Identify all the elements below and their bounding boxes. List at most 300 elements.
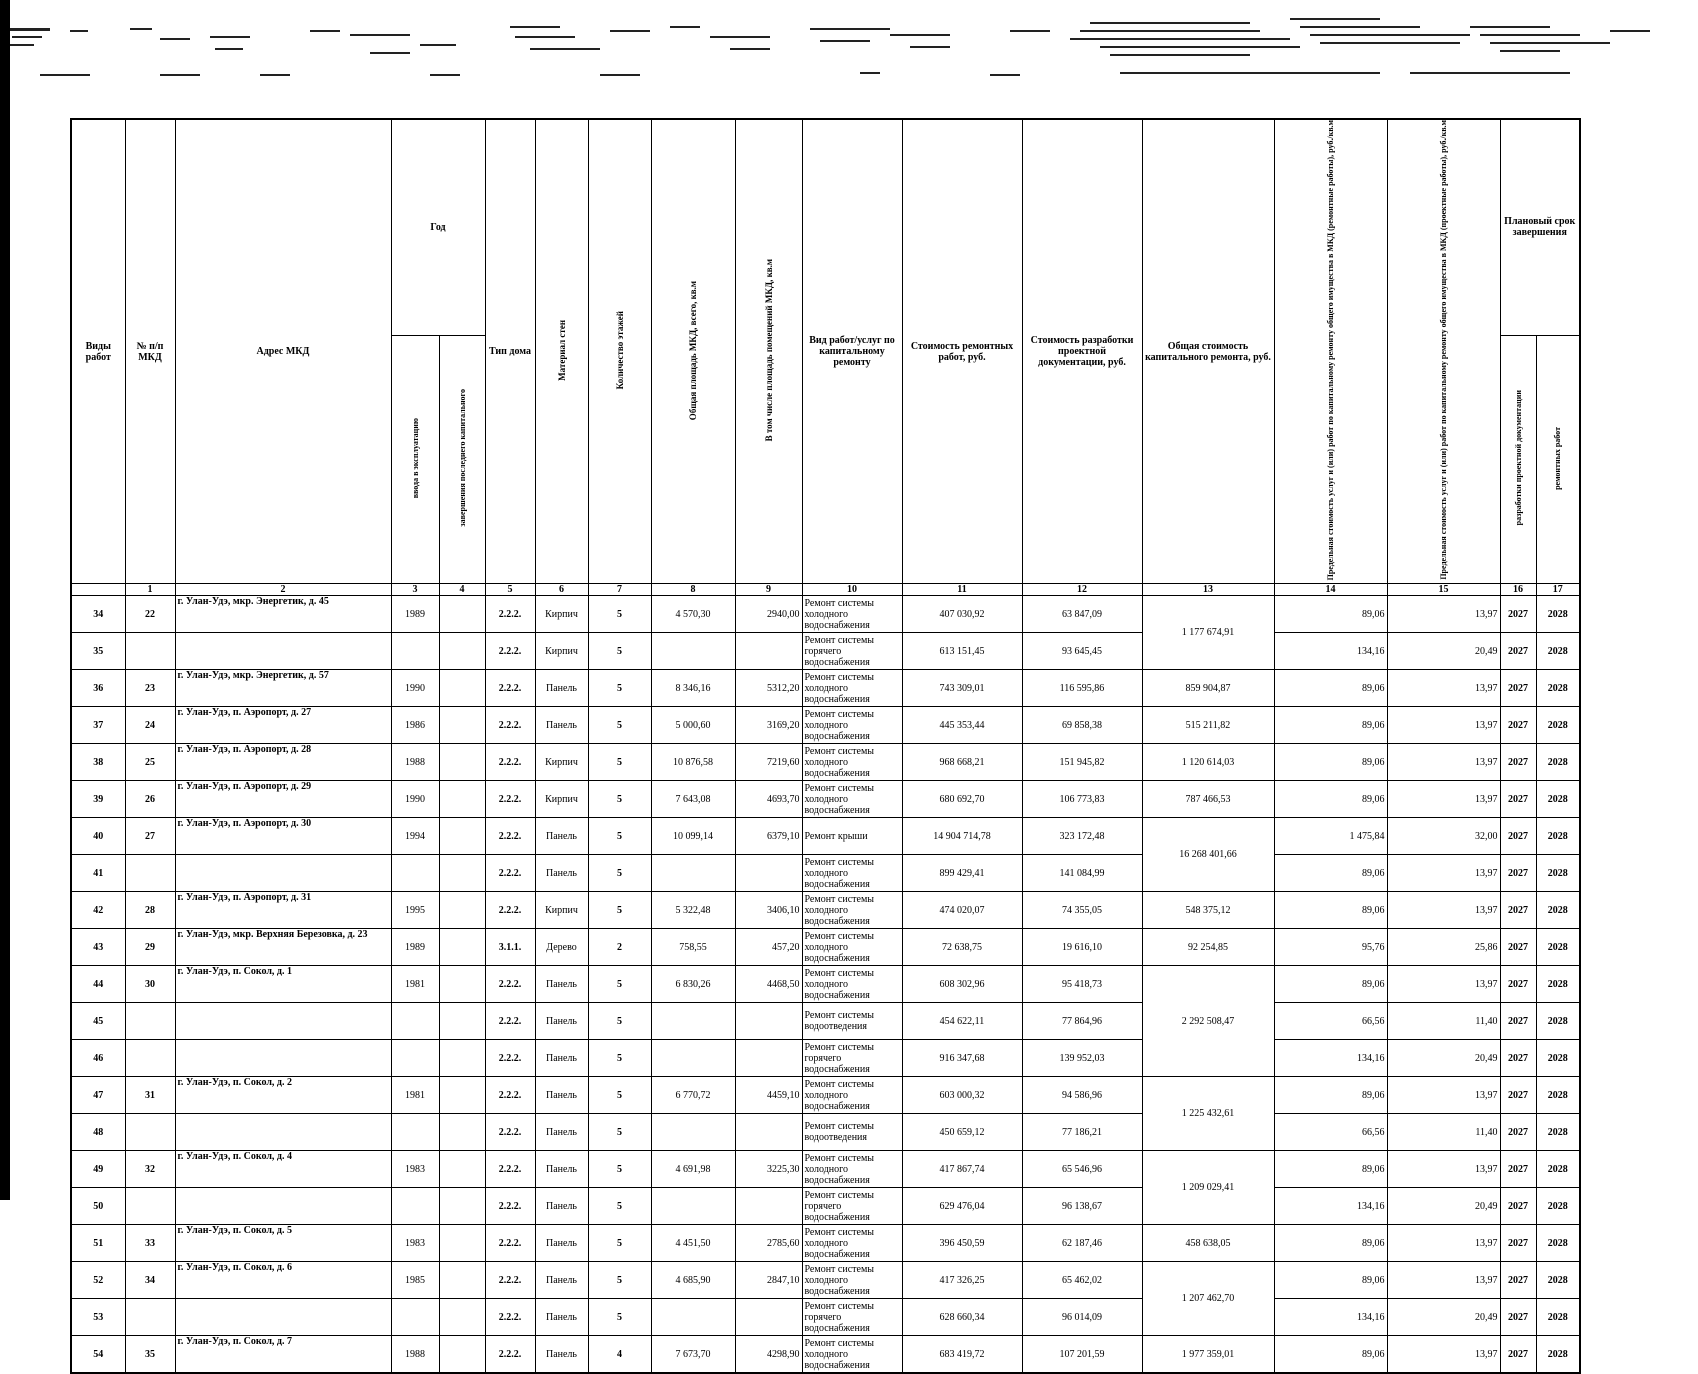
row-year-last-repair [439, 1040, 485, 1077]
row-total-area [651, 1299, 735, 1336]
row-year-commission: 1990 [391, 781, 439, 818]
row-repair-cost: 417 326,25 [902, 1262, 1022, 1299]
row-total-cost: 1 225 432,61 [1142, 1077, 1274, 1151]
row-work-number: 47 [71, 1077, 125, 1114]
row-house-number: 26 [125, 781, 175, 818]
col-num-16: 16 [1500, 584, 1536, 596]
table-row [71, 929, 1580, 966]
row-house-type: 2.2.2. [485, 670, 535, 707]
col-num-13: 13 [1142, 584, 1274, 596]
row-premises-area: 7219,60 [735, 744, 802, 781]
row-planned-design: 2027 [1500, 1114, 1536, 1151]
row-premises-area: 457,20 [735, 929, 802, 966]
row-wall-material: Панель [535, 1188, 588, 1225]
col-num-15: 15 [1387, 584, 1500, 596]
row-planned-repair: 2028 [1536, 1188, 1580, 1225]
row-planned-design: 2027 [1500, 1299, 1536, 1336]
row-total-area: 10 099,14 [651, 818, 735, 855]
header-wall: Материал стен [535, 119, 588, 584]
row-work-type: Ремонт системы горячего водоснабжения [802, 633, 902, 670]
row-work-number: 52 [71, 1262, 125, 1299]
row-address: г. Улан-Удэ, п. Сокол, д. 7 [175, 1336, 391, 1373]
row-work-number: 36 [71, 670, 125, 707]
row-limit-design: 11,40 [1387, 1114, 1500, 1151]
row-floors: 2 [588, 929, 651, 966]
row-planned-design: 2027 [1500, 707, 1536, 744]
row-year-commission: 1994 [391, 818, 439, 855]
row-address: г. Улан-Удэ, п. Аэропорт, д. 30 [175, 818, 391, 855]
row-year-commission: 1990 [391, 670, 439, 707]
row-house-type: 2.2.2. [485, 1188, 535, 1225]
table-row [71, 633, 1580, 670]
row-premises-area [735, 633, 802, 670]
row-floors: 5 [588, 633, 651, 670]
row-year-last-repair [439, 966, 485, 1003]
row-design-cost: 93 645,45 [1022, 633, 1142, 670]
row-planned-design: 2027 [1500, 1336, 1536, 1373]
row-year-commission: 1981 [391, 1077, 439, 1114]
row-address: г. Улан-Удэ, п. Сокол, д. 4 [175, 1151, 391, 1188]
col-num-11: 11 [902, 584, 1022, 596]
row-address: г. Улан-Удэ, п. Аэропорт, д. 31 [175, 892, 391, 929]
table-row [71, 744, 1580, 781]
row-house-number: 31 [125, 1077, 175, 1114]
row-planned-design: 2027 [1500, 1003, 1536, 1040]
header-limit-repair: Предельная стоимость услуг и (или) работ по капитальному ремонту общего имущества в МКД (ремонтные работы), руб./кв.м [1274, 119, 1387, 584]
row-planned-repair: 2028 [1536, 670, 1580, 707]
row-work-type: Ремонт системы холодного водоснабжения [802, 1151, 902, 1188]
row-limit-design: 13,97 [1387, 781, 1500, 818]
row-year-commission [391, 1114, 439, 1151]
row-total-area: 8 346,16 [651, 670, 735, 707]
row-repair-cost: 474 020,07 [902, 892, 1022, 929]
row-work-number: 45 [71, 1003, 125, 1040]
row-work-type: Ремонт крыши [802, 818, 902, 855]
row-design-cost: 106 773,83 [1022, 781, 1142, 818]
row-total-cost: 2 292 508,47 [1142, 966, 1274, 1077]
row-premises-area: 4693,70 [735, 781, 802, 818]
row-premises-area: 3169,20 [735, 707, 802, 744]
row-year-commission: 1983 [391, 1225, 439, 1262]
col-num-10: 10 [802, 584, 902, 596]
row-repair-cost: 608 302,96 [902, 966, 1022, 1003]
row-floors: 4 [588, 1336, 651, 1373]
row-total-area: 5 000,60 [651, 707, 735, 744]
row-limit-repair: 89,06 [1274, 781, 1387, 818]
row-planned-repair: 2028 [1536, 596, 1580, 633]
row-total-area [651, 1040, 735, 1077]
row-year-last-repair [439, 818, 485, 855]
row-floors: 5 [588, 818, 651, 855]
row-limit-repair: 89,06 [1274, 966, 1387, 1003]
row-house-number: 35 [125, 1336, 175, 1373]
row-planned-repair: 2028 [1536, 781, 1580, 818]
row-premises-area [735, 1188, 802, 1225]
row-wall-material: Кирпич [535, 892, 588, 929]
row-house-number: 34 [125, 1262, 175, 1299]
row-address: г. Улан-Удэ, мкр. Энергетик, д. 45 [175, 596, 391, 633]
row-work-number: 37 [71, 707, 125, 744]
row-premises-area: 4298,90 [735, 1336, 802, 1373]
row-planned-design: 2027 [1500, 781, 1536, 818]
row-year-last-repair [439, 744, 485, 781]
row-house-type: 2.2.2. [485, 1299, 535, 1336]
table-row [71, 818, 1580, 855]
row-house-number [125, 633, 175, 670]
col-num-2: 2 [175, 584, 391, 596]
row-total-cost: 1 977 359,01 [1142, 1336, 1274, 1373]
row-planned-design: 2027 [1500, 818, 1536, 855]
row-planned-design: 2027 [1500, 1262, 1536, 1299]
row-planned-repair: 2028 [1536, 1077, 1580, 1114]
row-work-number: 51 [71, 1225, 125, 1262]
row-design-cost: 62 187,46 [1022, 1225, 1142, 1262]
row-floors: 5 [588, 781, 651, 818]
row-wall-material: Панель [535, 1114, 588, 1151]
header-year: Год [391, 119, 485, 335]
row-house-type: 2.2.2. [485, 1040, 535, 1077]
row-limit-repair: 134,16 [1274, 1040, 1387, 1077]
table-row [71, 1003, 1580, 1040]
row-house-type: 2.2.2. [485, 1077, 535, 1114]
table-row [71, 1188, 1580, 1225]
row-premises-area: 3406,10 [735, 892, 802, 929]
table-row [71, 707, 1580, 744]
row-premises-area: 6379,10 [735, 818, 802, 855]
row-house-type: 2.2.2. [485, 744, 535, 781]
row-address: г. Улан-Удэ, п. Сокол, д. 1 [175, 966, 391, 1003]
row-wall-material: Панель [535, 1151, 588, 1188]
row-limit-design: 25,86 [1387, 929, 1500, 966]
row-work-number: 38 [71, 744, 125, 781]
row-repair-cost: 454 622,11 [902, 1003, 1022, 1040]
row-limit-design: 20,49 [1387, 633, 1500, 670]
row-planned-design: 2027 [1500, 1151, 1536, 1188]
row-floors: 5 [588, 1077, 651, 1114]
row-work-number: 42 [71, 892, 125, 929]
row-total-cost: 458 638,05 [1142, 1225, 1274, 1262]
row-house-number: 24 [125, 707, 175, 744]
row-limit-design: 20,49 [1387, 1040, 1500, 1077]
row-work-type: Ремонт системы холодного водоснабжения [802, 1225, 902, 1262]
row-repair-cost: 916 347,68 [902, 1040, 1022, 1077]
header-house-type: Тип дома [485, 119, 535, 584]
row-work-number: 44 [71, 966, 125, 1003]
header-year-commission: ввода в эксплуатацию [391, 335, 439, 584]
row-design-cost: 94 586,96 [1022, 1077, 1142, 1114]
row-planned-repair: 2028 [1536, 1262, 1580, 1299]
row-total-cost: 1 177 674,91 [1142, 596, 1274, 670]
row-limit-design: 13,97 [1387, 1077, 1500, 1114]
row-limit-repair: 89,06 [1274, 1225, 1387, 1262]
row-planned-repair: 2028 [1536, 1336, 1580, 1373]
row-wall-material: Кирпич [535, 633, 588, 670]
row-year-commission [391, 1003, 439, 1040]
row-floors: 5 [588, 670, 651, 707]
row-house-number [125, 1188, 175, 1225]
row-year-commission: 1988 [391, 1336, 439, 1373]
row-repair-cost: 72 638,75 [902, 929, 1022, 966]
row-house-type: 2.2.2. [485, 818, 535, 855]
row-year-last-repair [439, 1336, 485, 1373]
row-design-cost: 77 864,96 [1022, 1003, 1142, 1040]
row-wall-material: Панель [535, 966, 588, 1003]
row-house-type: 2.2.2. [485, 1114, 535, 1151]
row-year-last-repair [439, 1262, 485, 1299]
row-work-number: 49 [71, 1151, 125, 1188]
row-work-number: 41 [71, 855, 125, 892]
row-year-commission: 1995 [391, 892, 439, 929]
row-house-number: 29 [125, 929, 175, 966]
row-design-cost: 65 462,02 [1022, 1262, 1142, 1299]
row-house-type: 2.2.2. [485, 781, 535, 818]
table-body [71, 596, 1580, 1373]
table-row [71, 892, 1580, 929]
row-wall-material: Панель [535, 1003, 588, 1040]
header-work-type: Вид работ/услуг по капитальному ремонту [802, 119, 902, 584]
col-num-4: 4 [439, 584, 485, 596]
row-design-cost: 95 418,73 [1022, 966, 1142, 1003]
row-house-type: 2.2.2. [485, 1225, 535, 1262]
row-planned-design: 2027 [1500, 1225, 1536, 1262]
header-address: Адрес МКД [175, 119, 391, 584]
row-premises-area [735, 1003, 802, 1040]
illegible-heading-noise [10, 0, 1698, 95]
row-limit-design: 13,97 [1387, 707, 1500, 744]
row-year-last-repair [439, 633, 485, 670]
row-planned-design: 2027 [1500, 744, 1536, 781]
row-repair-cost: 629 476,04 [902, 1188, 1022, 1225]
row-work-type: Ремонт системы водоотведения [802, 1114, 902, 1151]
row-house-number: 23 [125, 670, 175, 707]
row-work-type: Ремонт системы холодного водоснабжения [802, 670, 902, 707]
row-total-cost: 515 211,82 [1142, 707, 1274, 744]
row-year-commission [391, 1188, 439, 1225]
table-row [71, 1262, 1580, 1299]
col-num-5: 5 [485, 584, 535, 596]
row-limit-design: 32,00 [1387, 818, 1500, 855]
header-premises-area: В том числе площадь помещений МКД, кв.м [735, 119, 802, 584]
row-planned-repair: 2028 [1536, 633, 1580, 670]
row-work-type: Ремонт системы холодного водоснабжения [802, 596, 902, 633]
table-row [71, 855, 1580, 892]
row-year-last-repair [439, 855, 485, 892]
row-total-area [651, 1114, 735, 1151]
row-total-cost: 92 254,85 [1142, 929, 1274, 966]
col-num-17: 17 [1536, 584, 1580, 596]
header-num: № п/п МКД [125, 119, 175, 584]
row-year-last-repair [439, 670, 485, 707]
row-floors: 5 [588, 966, 651, 1003]
row-design-cost: 65 546,96 [1022, 1151, 1142, 1188]
header-year-last-repair: завершения последнего капитального [439, 335, 485, 584]
row-limit-design: 13,97 [1387, 892, 1500, 929]
header-total-cost: Общая стоимость капитального ремонта, руб. [1142, 119, 1274, 584]
row-total-area [651, 855, 735, 892]
row-work-number: 54 [71, 1336, 125, 1373]
row-limit-design: 13,97 [1387, 744, 1500, 781]
row-floors: 5 [588, 1040, 651, 1077]
row-year-last-repair [439, 781, 485, 818]
row-design-cost: 323 172,48 [1022, 818, 1142, 855]
row-work-number: 46 [71, 1040, 125, 1077]
row-house-type: 2.2.2. [485, 892, 535, 929]
row-address [175, 1003, 391, 1040]
row-work-number: 35 [71, 633, 125, 670]
row-work-type: Ремонт системы холодного водоснабжения [802, 707, 902, 744]
row-work-type: Ремонт системы горячего водоснабжения [802, 1299, 902, 1336]
row-premises-area: 3225,30 [735, 1151, 802, 1188]
row-limit-repair: 89,06 [1274, 707, 1387, 744]
table-row [71, 1114, 1580, 1151]
row-house-number: 28 [125, 892, 175, 929]
row-address [175, 1188, 391, 1225]
row-limit-repair: 89,06 [1274, 1151, 1387, 1188]
row-planned-repair: 2028 [1536, 707, 1580, 744]
row-total-area: 7 643,08 [651, 781, 735, 818]
row-premises-area: 4459,10 [735, 1077, 802, 1114]
row-total-cost: 1 207 462,70 [1142, 1262, 1274, 1336]
row-address: г. Улан-Удэ, п. Аэропорт, д. 28 [175, 744, 391, 781]
row-design-cost: 69 858,38 [1022, 707, 1142, 744]
row-house-type: 2.2.2. [485, 855, 535, 892]
col-num-6: 6 [535, 584, 588, 596]
row-wall-material: Панель [535, 1077, 588, 1114]
row-year-commission: 1983 [391, 1151, 439, 1188]
row-total-area: 7 673,70 [651, 1336, 735, 1373]
row-repair-cost: 628 660,34 [902, 1299, 1022, 1336]
row-year-last-repair [439, 1003, 485, 1040]
row-wall-material: Панель [535, 670, 588, 707]
row-address: г. Улан-Удэ, мкр. Энергетик, д. 57 [175, 670, 391, 707]
row-total-area: 4 451,50 [651, 1225, 735, 1262]
row-work-type: Ремонт системы холодного водоснабжения [802, 966, 902, 1003]
row-total-area: 4 685,90 [651, 1262, 735, 1299]
col-num-8: 8 [651, 584, 735, 596]
row-address [175, 1040, 391, 1077]
row-year-commission [391, 633, 439, 670]
row-work-type: Ремонт системы водоотведения [802, 1003, 902, 1040]
row-total-area: 4 691,98 [651, 1151, 735, 1188]
row-house-number [125, 1040, 175, 1077]
row-repair-cost: 613 151,45 [902, 633, 1022, 670]
row-limit-repair: 89,06 [1274, 1077, 1387, 1114]
row-premises-area: 2847,10 [735, 1262, 802, 1299]
row-year-last-repair [439, 1077, 485, 1114]
row-wall-material: Кирпич [535, 744, 588, 781]
row-limit-repair: 95,76 [1274, 929, 1387, 966]
row-work-number: 39 [71, 781, 125, 818]
row-limit-design: 11,40 [1387, 1003, 1500, 1040]
row-planned-design: 2027 [1500, 633, 1536, 670]
table-row [71, 596, 1580, 633]
row-house-number [125, 1003, 175, 1040]
row-work-number: 50 [71, 1188, 125, 1225]
row-wall-material: Панель [535, 1262, 588, 1299]
header-floors: Количество этажей [588, 119, 651, 584]
row-limit-repair: 89,06 [1274, 855, 1387, 892]
row-house-number [125, 855, 175, 892]
row-planned-design: 2027 [1500, 855, 1536, 892]
row-planned-design: 2027 [1500, 1040, 1536, 1077]
row-planned-design: 2027 [1500, 929, 1536, 966]
row-design-cost: 96 138,67 [1022, 1188, 1142, 1225]
row-limit-repair: 66,56 [1274, 1114, 1387, 1151]
row-total-area: 5 322,48 [651, 892, 735, 929]
row-repair-cost: 680 692,70 [902, 781, 1022, 818]
table-row [71, 1225, 1580, 1262]
row-premises-area: 2785,60 [735, 1225, 802, 1262]
row-house-number [125, 1114, 175, 1151]
row-design-cost: 74 355,05 [1022, 892, 1142, 929]
row-work-number: 48 [71, 1114, 125, 1151]
row-year-last-repair [439, 1114, 485, 1151]
row-year-commission [391, 1299, 439, 1336]
row-year-commission: 1981 [391, 966, 439, 1003]
row-limit-design: 13,97 [1387, 1336, 1500, 1373]
row-total-area: 6 770,72 [651, 1077, 735, 1114]
row-repair-cost: 743 309,01 [902, 670, 1022, 707]
row-work-number: 53 [71, 1299, 125, 1336]
row-year-commission: 1989 [391, 596, 439, 633]
row-house-type: 3.1.1. [485, 929, 535, 966]
row-year-commission: 1989 [391, 929, 439, 966]
row-design-cost: 19 616,10 [1022, 929, 1142, 966]
row-total-cost: 548 375,12 [1142, 892, 1274, 929]
table-row [71, 1077, 1580, 1114]
col-num-blank [71, 584, 125, 596]
row-year-last-repair [439, 892, 485, 929]
row-wall-material: Кирпич [535, 781, 588, 818]
row-total-cost: 16 268 401,66 [1142, 818, 1274, 892]
row-work-type: Ремонт системы горячего водоснабжения [802, 1040, 902, 1077]
col-num-1: 1 [125, 584, 175, 596]
row-year-last-repair [439, 707, 485, 744]
col-num-14: 14 [1274, 584, 1387, 596]
row-limit-design: 13,97 [1387, 1262, 1500, 1299]
row-wall-material: Дерево [535, 929, 588, 966]
row-work-type: Ремонт системы горячего водоснабжения [802, 1188, 902, 1225]
row-wall-material: Кирпич [535, 596, 588, 633]
row-work-type: Ремонт системы холодного водоснабжения [802, 929, 902, 966]
column-number-row [71, 584, 1580, 596]
row-house-type: 2.2.2. [485, 966, 535, 1003]
row-total-area: 10 876,58 [651, 744, 735, 781]
row-address: г. Улан-Удэ, мкр. Верхняя Березовка, д. 23 [175, 929, 391, 966]
row-work-type: Ремонт системы холодного водоснабжения [802, 781, 902, 818]
row-wall-material: Панель [535, 855, 588, 892]
row-limit-design: 13,97 [1387, 1151, 1500, 1188]
row-design-cost: 107 201,59 [1022, 1336, 1142, 1373]
row-floors: 5 [588, 1225, 651, 1262]
row-repair-cost: 445 353,44 [902, 707, 1022, 744]
row-design-cost: 141 084,99 [1022, 855, 1142, 892]
row-house-type: 2.2.2. [485, 1003, 535, 1040]
row-house-number: 32 [125, 1151, 175, 1188]
row-year-last-repair [439, 1299, 485, 1336]
row-repair-cost: 450 659,12 [902, 1114, 1022, 1151]
col-num-9: 9 [735, 584, 802, 596]
row-limit-design: 20,49 [1387, 1188, 1500, 1225]
table-row [71, 966, 1580, 1003]
row-total-area [651, 1188, 735, 1225]
row-repair-cost: 968 668,21 [902, 744, 1022, 781]
col-num-12: 12 [1022, 584, 1142, 596]
row-floors: 5 [588, 1262, 651, 1299]
table-row [71, 670, 1580, 707]
row-house-type: 2.2.2. [485, 707, 535, 744]
row-house-type: 2.2.2. [485, 596, 535, 633]
